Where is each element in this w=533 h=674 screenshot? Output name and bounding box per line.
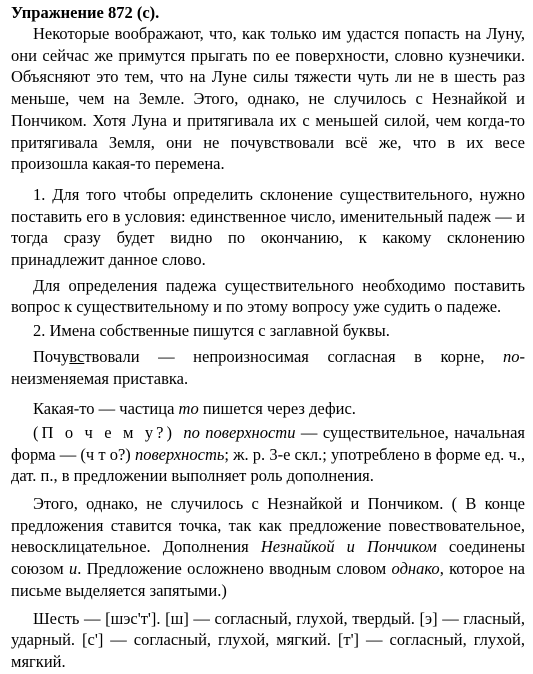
text-part: Этого, однако, не случилось с Незнайкой и Пончиком. ( В конце предложения ставится точка, так как предложение повествовательное, невосклицательное. Дополнения — [11, 494, 525, 557]
syntactic-analysis-paragraph — [11, 493, 525, 602]
particle-paragraph — [11, 398, 525, 420]
text-part: пишется через дефис. — [198, 399, 356, 419]
phonetic-analysis-paragraph: Шесть — [шэс'т']. [ш] — согласный, глухой, твердый. [э] — гласный, ударный. [с'] — согласный, глухой, мягкий. [т'] — согласный, глухой, мягкий. — [11, 608, 525, 671]
declension-rule-paragraph: 1. Для того чтобы определить склонение существительного, нужно поставить его в условия: единственное число, именительный падеж — и тогда сразу будет видно по окончанию, к какому склонению принадлежит данное слово. — [11, 184, 525, 270]
underlined-letters: вс — [69, 346, 85, 366]
word-part: Почу — [33, 346, 70, 366]
introductory-word-italic: однако — [391, 559, 440, 579]
exercise-heading: Упражнение 872 (с). — [11, 3, 160, 22]
text-part: , которое на письме выделяется запятыми.) — [11, 559, 525, 600]
particle-italic: то — [178, 399, 199, 419]
word-part: твовали — непроизносимая согласная в корне, — [84, 346, 503, 366]
conjunction-italic: и — [68, 559, 78, 579]
word-part: неизменяемая приставка. — [11, 368, 189, 388]
case-rule-paragraph: Для определения падежа существительного необходимо поставить вопрос к существительному и по этому вопросу уже судить о падеже. — [11, 275, 525, 317]
text-part: Какая-то — частица — [33, 399, 179, 419]
proper-names-rule-paragraph: 2. Имена собственные пишутся с заглавной буквы. — [33, 321, 390, 341]
prefix-italic: по- — [503, 346, 525, 366]
unpronounceable-consonant-paragraph — [11, 346, 525, 389]
text-part: — существительное, начальная форма — (ч т о?) — [11, 422, 525, 464]
initial-form-italic: поверхность — [134, 444, 225, 464]
morphological-analysis-paragraph — [11, 422, 525, 487]
objects-italic: Незнайкой и Пончиком — [260, 537, 437, 557]
exercise-text-paragraph: Некоторые воображают, что, как только им удастся попасть на Луну, они сейчас же примутся прыгать по ее поверхности, словно кузнечики. Объясняют это тем, что на Луне силы тяжести чуть ли не в шесть раз меньше, чем на Земле. Этого, однако, не случилось с Незнайкой и Пончиком. Хотя Луна и притягивала их с меньшей силой, чем когда-то притягивала Земля, они не почувствовали всё же, что в их весе произошла какая-то перемена. — [11, 24, 525, 174]
analyzed-word-italic: по поверхности — [183, 422, 296, 442]
text-part: . Предложение осложнено вводным словом — [77, 559, 392, 579]
text-part: соединены союзом — [11, 537, 526, 579]
question-spaced: (П о ч е м у?) — [33, 422, 184, 442]
text-part: ; ж. р. 3-е скл.; употреблено в форме ед. ч., дат. п., в предложении выполняет роль дополнения. — [11, 444, 525, 486]
